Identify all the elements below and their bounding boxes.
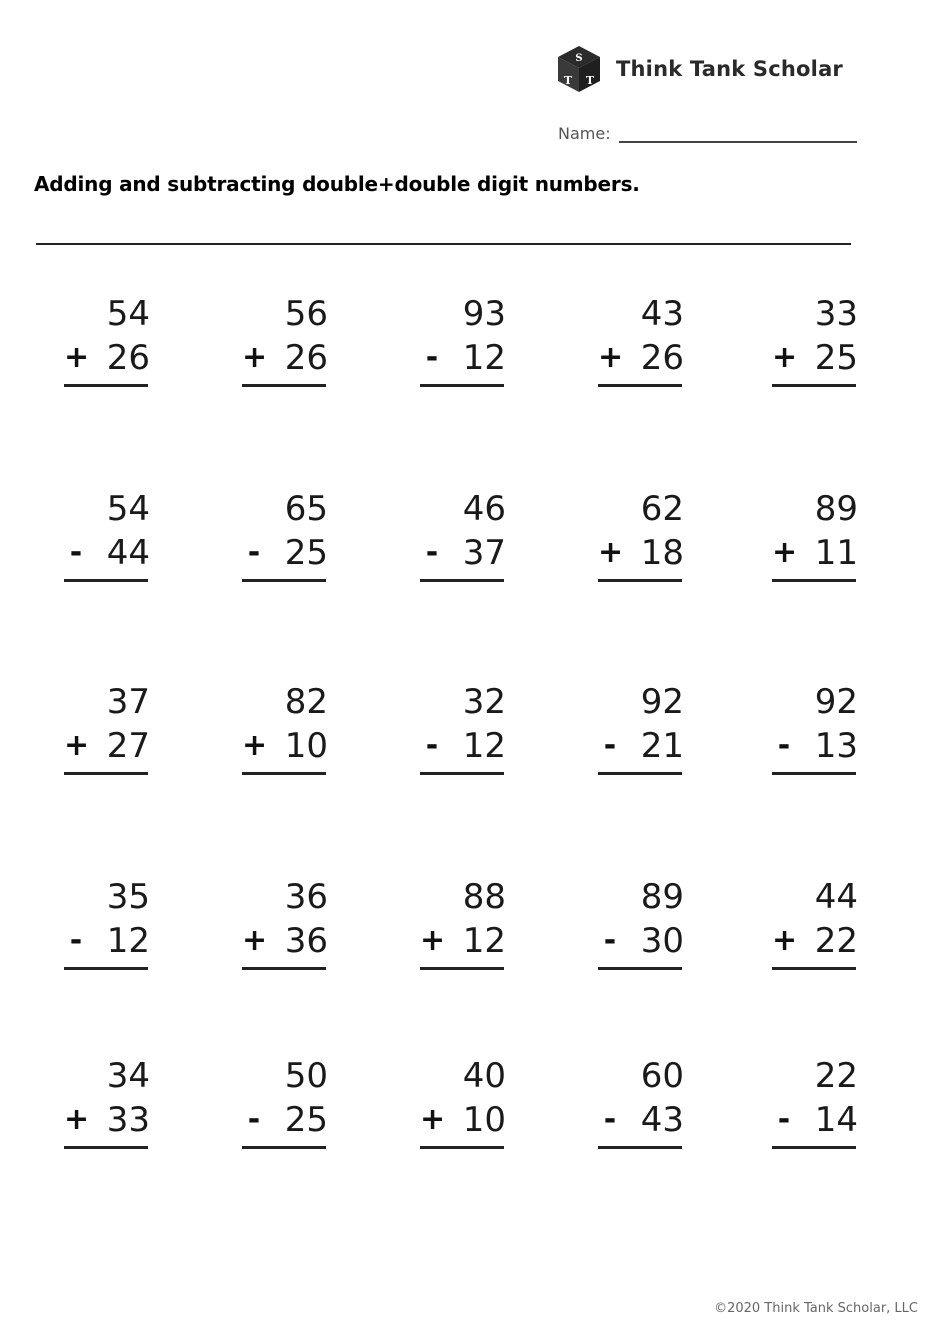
operator-sign: + xyxy=(772,923,798,958)
math-problem xyxy=(406,875,516,985)
operator-sign: - xyxy=(425,535,439,570)
operator-sign: + xyxy=(242,340,268,375)
math-problem xyxy=(228,292,338,402)
answer-line xyxy=(420,967,504,970)
answer-line xyxy=(242,384,326,387)
top-number: 37 xyxy=(106,682,150,722)
answer-line xyxy=(420,772,504,775)
answer-line xyxy=(598,384,682,387)
problem-row xyxy=(50,1054,870,1164)
operator-sign: - xyxy=(425,340,439,375)
answer-line xyxy=(772,772,856,775)
operator-sign: - xyxy=(603,923,617,958)
math-problem xyxy=(584,680,694,790)
top-number: 82 xyxy=(284,682,328,722)
answer-line xyxy=(64,967,148,970)
top-number: 44 xyxy=(814,877,858,917)
operator-sign: + xyxy=(598,340,624,375)
bottom-number: 13 xyxy=(814,726,858,766)
math-problem xyxy=(584,292,694,402)
answer-line xyxy=(420,1146,504,1149)
math-problem xyxy=(50,487,160,597)
brand-name: Think Tank Scholar xyxy=(616,57,843,81)
top-number: 40 xyxy=(462,1056,506,1096)
math-problem xyxy=(758,487,868,597)
top-number: 92 xyxy=(814,682,858,722)
math-problem xyxy=(584,487,694,597)
bottom-number: 22 xyxy=(814,921,858,961)
operator-sign: - xyxy=(247,1102,261,1137)
bottom-number: 10 xyxy=(284,726,328,766)
top-number: 60 xyxy=(640,1056,684,1096)
top-number: 54 xyxy=(106,294,150,334)
top-number: 65 xyxy=(284,489,328,529)
math-problem xyxy=(406,680,516,790)
bottom-number: 10 xyxy=(462,1100,506,1140)
operator-sign: - xyxy=(603,728,617,763)
operator-sign: - xyxy=(425,728,439,763)
brand-header xyxy=(556,44,843,94)
bottom-number: 30 xyxy=(640,921,684,961)
bottom-number: 11 xyxy=(814,533,858,573)
answer-line xyxy=(598,772,682,775)
top-number: 50 xyxy=(284,1056,328,1096)
math-problem xyxy=(50,1054,160,1164)
top-number: 32 xyxy=(462,682,506,722)
answer-line xyxy=(598,1146,682,1149)
answer-line xyxy=(64,772,148,775)
bottom-number: 44 xyxy=(106,533,150,573)
answer-line xyxy=(772,384,856,387)
operator-sign: + xyxy=(420,1102,446,1137)
math-problem xyxy=(406,487,516,597)
problem-row xyxy=(50,875,870,985)
math-problem xyxy=(758,680,868,790)
bottom-number: 36 xyxy=(284,921,328,961)
math-problem xyxy=(50,680,160,790)
bottom-number: 43 xyxy=(640,1100,684,1140)
name-field-row xyxy=(558,124,857,143)
bottom-number: 26 xyxy=(106,338,150,378)
top-number: 22 xyxy=(814,1056,858,1096)
bottom-number: 12 xyxy=(106,921,150,961)
math-problem xyxy=(758,292,868,402)
bottom-number: 27 xyxy=(106,726,150,766)
logo-letter-left: T xyxy=(563,74,573,87)
math-problem xyxy=(228,680,338,790)
math-problem xyxy=(228,487,338,597)
answer-line xyxy=(420,384,504,387)
operator-sign: - xyxy=(69,535,83,570)
answer-line xyxy=(242,579,326,582)
answer-line xyxy=(598,967,682,970)
bottom-number: 12 xyxy=(462,338,506,378)
top-number: 89 xyxy=(814,489,858,529)
operator-sign: + xyxy=(64,728,90,763)
math-problem xyxy=(50,292,160,402)
bottom-number: 26 xyxy=(640,338,684,378)
operator-sign: + xyxy=(64,1102,90,1137)
problem-row xyxy=(50,680,870,790)
answer-line xyxy=(598,579,682,582)
top-number: 88 xyxy=(462,877,506,917)
answer-line xyxy=(772,579,856,582)
answer-line xyxy=(64,384,148,387)
math-problem xyxy=(584,875,694,985)
bottom-number: 18 xyxy=(640,533,684,573)
bottom-number: 37 xyxy=(462,533,506,573)
top-number: 54 xyxy=(106,489,150,529)
operator-sign: + xyxy=(242,923,268,958)
top-number: 33 xyxy=(814,294,858,334)
operator-sign: + xyxy=(772,535,798,570)
top-number: 34 xyxy=(106,1056,150,1096)
math-problem xyxy=(50,875,160,985)
operator-sign: + xyxy=(420,923,446,958)
bottom-number: 12 xyxy=(462,921,506,961)
top-number: 35 xyxy=(106,877,150,917)
copyright-footer: ©2020 Think Tank Scholar, LLC xyxy=(714,1301,918,1316)
problem-row xyxy=(50,292,870,402)
bottom-number: 12 xyxy=(462,726,506,766)
bottom-number: 14 xyxy=(814,1100,858,1140)
cube-logo-icon xyxy=(556,44,602,94)
title-rule xyxy=(36,243,851,245)
bottom-number: 33 xyxy=(106,1100,150,1140)
operator-sign: - xyxy=(777,1102,791,1137)
operator-sign: - xyxy=(247,535,261,570)
answer-line xyxy=(772,967,856,970)
answer-line xyxy=(242,1146,326,1149)
answer-line xyxy=(64,579,148,582)
answer-line xyxy=(242,967,326,970)
math-problem xyxy=(758,1054,868,1164)
math-problem xyxy=(584,1054,694,1164)
name-label: Name: xyxy=(558,124,611,143)
bottom-number: 21 xyxy=(640,726,684,766)
logo-letter-right: T xyxy=(585,74,595,87)
operator-sign: - xyxy=(777,728,791,763)
problem-row xyxy=(50,487,870,597)
math-problem xyxy=(758,875,868,985)
top-number: 92 xyxy=(640,682,684,722)
operator-sign: + xyxy=(242,728,268,763)
math-problem xyxy=(406,292,516,402)
top-number: 56 xyxy=(284,294,328,334)
top-number: 89 xyxy=(640,877,684,917)
answer-line xyxy=(64,1146,148,1149)
operator-sign: - xyxy=(603,1102,617,1137)
operator-sign: + xyxy=(64,340,90,375)
worksheet-title: Adding and subtracting double+double digit numbers. xyxy=(34,172,640,196)
math-problem xyxy=(406,1054,516,1164)
bottom-number: 25 xyxy=(284,1100,328,1140)
top-number: 62 xyxy=(640,489,684,529)
answer-line xyxy=(242,772,326,775)
bottom-number: 26 xyxy=(284,338,328,378)
operator-sign: - xyxy=(69,923,83,958)
answer-line xyxy=(772,1146,856,1149)
answer-line xyxy=(420,579,504,582)
top-number: 46 xyxy=(462,489,506,529)
math-problem xyxy=(228,875,338,985)
logo-letter-top: S xyxy=(575,53,583,64)
math-problem xyxy=(228,1054,338,1164)
operator-sign: + xyxy=(598,535,624,570)
bottom-number: 25 xyxy=(284,533,328,573)
operator-sign: + xyxy=(772,340,798,375)
top-number: 93 xyxy=(462,294,506,334)
bottom-number: 25 xyxy=(814,338,858,378)
top-number: 43 xyxy=(640,294,684,334)
top-number: 36 xyxy=(284,877,328,917)
name-line xyxy=(619,127,857,143)
